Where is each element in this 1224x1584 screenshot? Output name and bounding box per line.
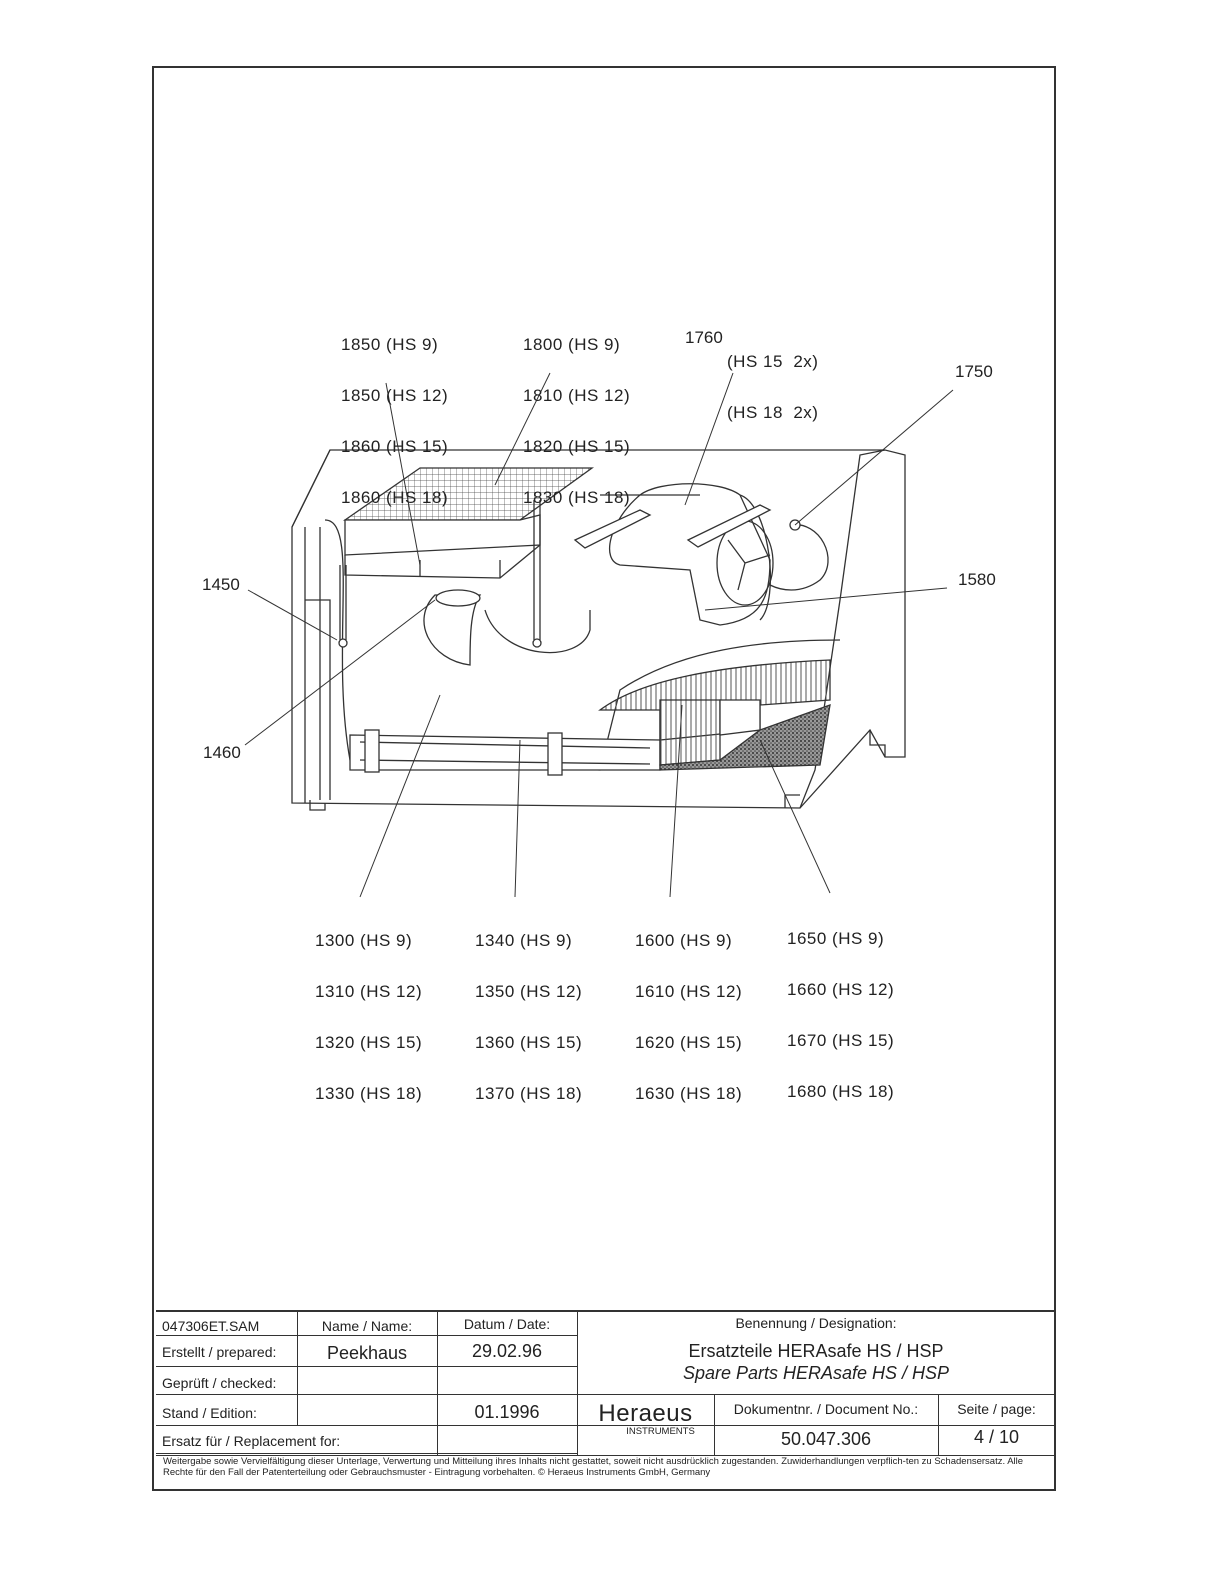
edition-label: Stand / Edition: bbox=[162, 1405, 257, 1421]
designation-header: Benennung / Designation: bbox=[735, 1315, 897, 1331]
label-line: 1830 (HS 18) bbox=[523, 488, 631, 507]
checked-label: Geprüft / checked: bbox=[162, 1375, 277, 1391]
label-line: (HS 15 2x) bbox=[727, 352, 819, 371]
label-top-mid bbox=[523, 302, 630, 523]
label-1450: 1450 bbox=[202, 575, 240, 594]
label-line: 1860 (HS 15) bbox=[341, 437, 449, 456]
label-1760: 1760 bbox=[685, 328, 723, 347]
label-line: 1600 (HS 9) bbox=[635, 931, 733, 950]
label-line: 1810 (HS 12) bbox=[523, 386, 631, 405]
file-name: 047306ET.SAM bbox=[162, 1318, 260, 1334]
heraeus-logo bbox=[577, 1402, 714, 1437]
label-1760-variants bbox=[727, 319, 818, 438]
label-1460: 1460 bbox=[203, 743, 241, 762]
name-header: Name / Name: bbox=[321, 1318, 413, 1334]
label-bottom-3 bbox=[635, 898, 742, 1119]
page-value: 4 / 10 bbox=[973, 1427, 1020, 1447]
page-header: Seite / page: bbox=[957, 1401, 1036, 1417]
date-header: Datum / Date: bbox=[463, 1316, 551, 1332]
label-line: 1660 (HS 12) bbox=[787, 980, 895, 999]
label-line: 1320 (HS 15) bbox=[315, 1033, 423, 1052]
prepared-label: Erstellt / prepared: bbox=[162, 1344, 277, 1360]
label-line: 1670 (HS 15) bbox=[787, 1031, 895, 1050]
prepared-date: 29.02.96 bbox=[471, 1341, 543, 1361]
label-bottom-1 bbox=[315, 898, 422, 1119]
label-line: 1860 (HS 18) bbox=[341, 488, 449, 507]
docno-value: 50.047.306 bbox=[780, 1429, 872, 1449]
label-line: 1630 (HS 18) bbox=[635, 1084, 743, 1103]
label-bottom-2 bbox=[475, 898, 582, 1119]
label-line: (HS 18 2x) bbox=[727, 403, 819, 422]
label-1580: 1580 bbox=[958, 570, 996, 589]
label-line: 1330 (HS 18) bbox=[315, 1084, 423, 1103]
label-top-left bbox=[341, 302, 448, 523]
copyright-notice: Weitergabe sowie Vervielfältigung dieser Unterlage, Verwertung und Mitteilung ihres Inhalts nicht gestattet, soweit nicht ausdrücklich zugestanden. Zuwiderhandlungen verpflich-ten zu Schadensersatz. Alle Rechte für den Fall der Patenterteilung oder Gebrauchsmuster - Eintragung vorbehalten. © Heraeus Instruments GmbH, Germany bbox=[163, 1456, 1024, 1478]
label-line: 1370 (HS 18) bbox=[475, 1084, 583, 1103]
label-line: 1850 (HS 12) bbox=[341, 386, 449, 405]
label-line: 1680 (HS 18) bbox=[787, 1082, 895, 1101]
label-line: 1850 (HS 9) bbox=[341, 335, 439, 354]
logo-sub: INSTRUMENTS bbox=[626, 1426, 695, 1437]
label-bottom-4 bbox=[787, 896, 894, 1117]
label-line: 1610 (HS 12) bbox=[635, 982, 743, 1001]
logo-main: Heraeus bbox=[598, 1400, 693, 1427]
title-german: Ersatzteile HERAsafe HS / HSP bbox=[688, 1341, 944, 1361]
label-1750: 1750 bbox=[955, 362, 993, 381]
label-line: 1800 (HS 9) bbox=[523, 335, 621, 354]
edition-value: 01.1996 bbox=[474, 1402, 540, 1422]
label-line: 1310 (HS 12) bbox=[315, 982, 423, 1001]
replacement-label: Ersatz für / Replacement for: bbox=[162, 1433, 341, 1449]
title-english: Spare Parts HERAsafe HS / HSP bbox=[682, 1363, 950, 1383]
label-line: 1350 (HS 12) bbox=[475, 982, 583, 1001]
label-line: 1300 (HS 9) bbox=[315, 931, 413, 950]
label-line: 1360 (HS 15) bbox=[475, 1033, 583, 1052]
label-line: 1820 (HS 15) bbox=[523, 437, 631, 456]
label-line: 1620 (HS 15) bbox=[635, 1033, 743, 1052]
label-line: 1650 (HS 9) bbox=[787, 929, 885, 948]
prepared-name: Peekhaus bbox=[326, 1343, 408, 1363]
docno-header: Dokumentnr. / Document No.: bbox=[733, 1401, 919, 1417]
label-line: 1340 (HS 9) bbox=[475, 931, 573, 950]
